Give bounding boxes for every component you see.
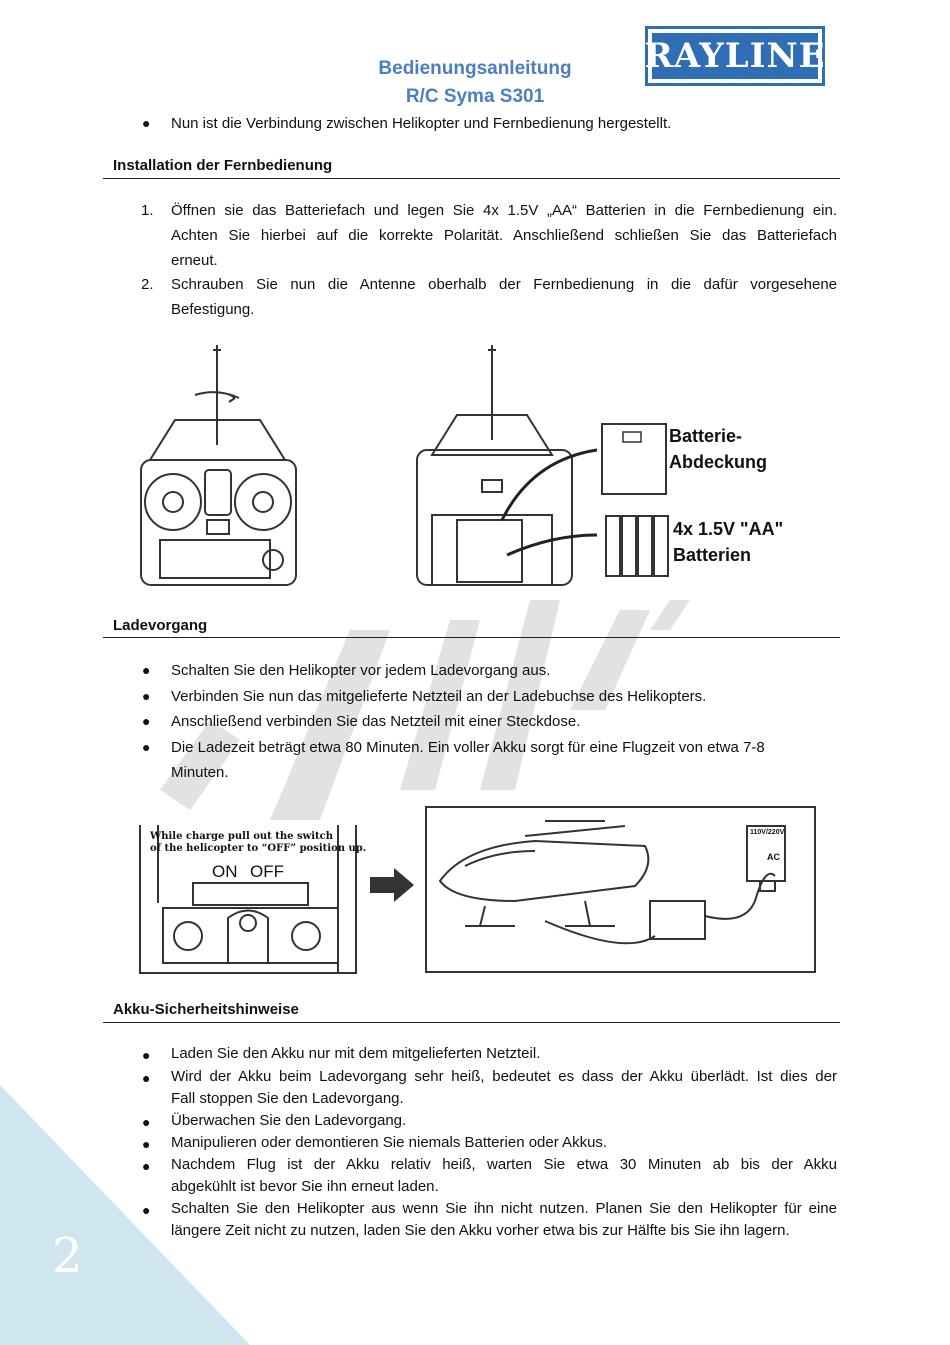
heading-charging: Ladevorgang [113, 617, 208, 634]
page-number: 2 [52, 1228, 83, 1284]
switch-note: of the helicopter to “OFF” position up. [150, 843, 367, 854]
battery-label: 4x 1.5V "AA" [673, 519, 784, 539]
bullet-dot: ● [142, 662, 151, 678]
list-item-line: erneut. [171, 252, 218, 269]
heading-installation: Installation der Fernbedienung [113, 157, 333, 174]
battery-cover-illustration [598, 420, 673, 500]
bullet-text: Die Ladezeit beträgt etwa 80 Minuten. Ein voller Akku sorgt für eine Flugzeit von etwa 7-8 [171, 739, 765, 756]
doc-subtitle: R/C Syma S301 [405, 86, 545, 107]
bullet-text: Nachdem Flug ist der Akku relativ heiß, warten Sie etwa 30 Minuten ab bis der Akku [171, 1156, 837, 1173]
switch-off-label: OFF [250, 862, 284, 881]
logo-text: RAYLINE [652, 33, 818, 79]
bullet-dot: ● [142, 688, 151, 704]
batteries-illustration [602, 510, 672, 582]
adapter-voltage-label: 110V/220V [750, 829, 785, 836]
bullet-dot: ● [142, 115, 151, 131]
intro-text: Nun ist die Verbindung zwischen Helikopter und Fernbedienung hergestellt. [171, 115, 672, 132]
adapter-ac-label: AC [767, 852, 780, 862]
remote-front-illustration [135, 340, 305, 590]
battery-label: Batterien [673, 545, 752, 565]
bullet-text: Wird der Akku beim Ladevorgang sehr heiß, bedeutet es dass der Akku überlädt. Ist dies der [171, 1068, 837, 1085]
cover-label: Batterie- [669, 426, 743, 446]
list-item-line: Schrauben Sie nun die Antenne oberhalb der Fernbedienung in die dafür vorgesehene [171, 276, 837, 293]
switch-on-label: ON [212, 862, 238, 881]
bullet-text: längere Zeit nicht zu nutzen, laden Sie den Akku vorher etwa bis zur Hälfte bis Sie ihn lagern. [171, 1222, 790, 1239]
bullet-dot: ● [142, 1136, 151, 1152]
bullet-dot: ● [142, 713, 151, 729]
rule [103, 1022, 840, 1023]
bullet-text: Schalten Sie den Helikopter vor jedem Ladevorgang aus. [171, 662, 551, 679]
bullet-text: Anschließend verbinden Sie das Netzteil mit einer Steckdose. [171, 713, 581, 730]
bullet-dot: ● [142, 1047, 151, 1063]
rule [103, 178, 840, 179]
cover-label: Abdeckung [669, 452, 768, 472]
list-number: 2. [141, 276, 154, 293]
bullet-text: Fall stoppen Sie den Ladevorgang. [171, 1090, 404, 1107]
bullet-text: Schalten Sie den Helikopter aus wenn Sie ihn nicht nutzen. Planen Sie den Helikopter für eine [171, 1200, 837, 1217]
list-item-line: Achten Sie hierbei auf die korrekte Polarität. Anschließend schließen Sie das Batteriefach [171, 227, 837, 244]
switch-note: While charge pull out the switch [150, 831, 334, 842]
remote-back-illustration [412, 340, 597, 590]
list-item-line: Befestigung. [171, 301, 255, 318]
bullet-dot: ● [142, 1070, 151, 1086]
arrow-right-icon [370, 868, 415, 902]
bullet-dot: ● [142, 1158, 151, 1174]
bullet-text: Manipulieren oder demontieren Sie niemals Batterien oder Akkus. [171, 1134, 608, 1151]
doc-title: Bedienungsanleitung [378, 58, 572, 79]
bullet-text: Verbinden Sie nun das mitgelieferte Netzteil an der Ladebuchse des Helikopters. [171, 688, 707, 705]
rayline-logo [645, 26, 825, 86]
rule [103, 637, 840, 638]
list-item-line: Öffnen sie das Batteriefach und legen Sie 4x 1.5V „AA“ Batterien in die Fernbedienung ein. [171, 202, 837, 219]
bullet-text: Laden Sie den Akku nur mit dem mitgelieferten Netzteil. [171, 1045, 541, 1062]
bullet-text: Überwachen Sie den Ladevorgang. [171, 1112, 407, 1129]
bullet-dot: ● [142, 1114, 151, 1130]
heading-safety: Akku-Sicherheitshinweise [113, 1001, 299, 1018]
list-number: 1. [141, 202, 154, 219]
bullet-text: Minuten. [171, 764, 229, 781]
bullet-text: abgekühlt ist bevor Sie ihn erneut laden. [171, 1178, 439, 1195]
bullet-dot: ● [142, 1202, 151, 1218]
bullet-dot: ● [142, 739, 151, 755]
